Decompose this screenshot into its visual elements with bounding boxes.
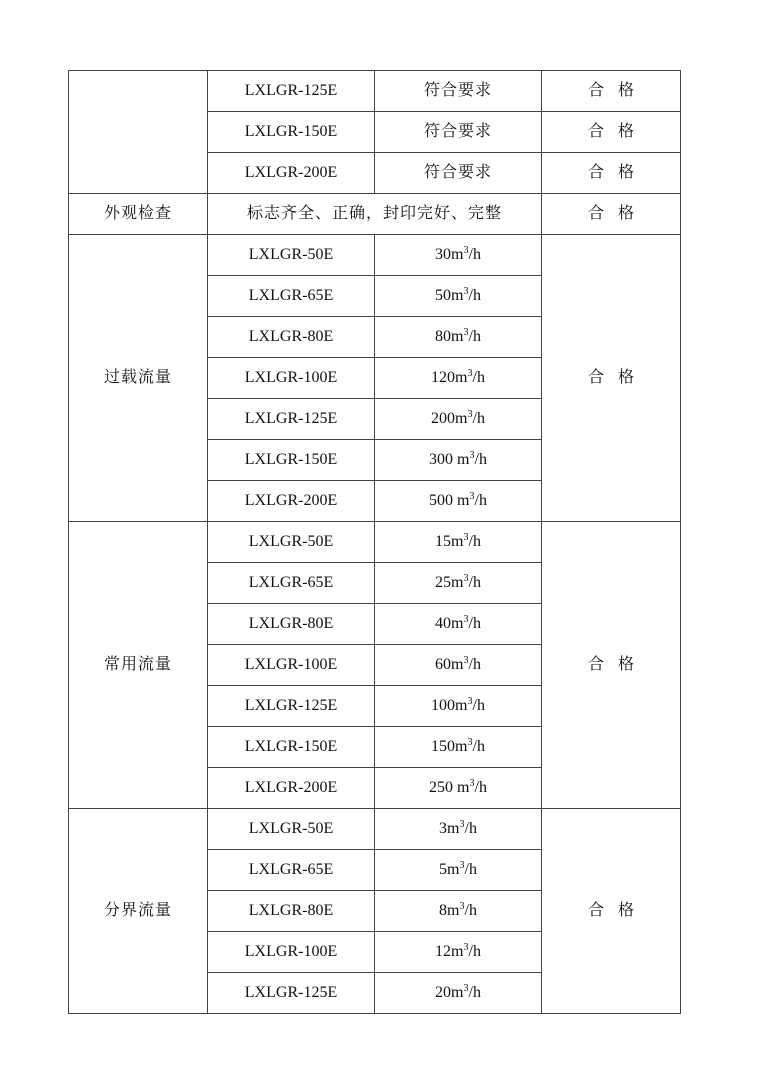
unit-suffix: /h [472,410,485,427]
unit-text: m [455,369,468,386]
group-label-cell: 外观检查 [69,194,208,235]
unit-exponent: 3 [463,327,469,338]
flow-number: 250 [429,779,458,796]
flow-value-cell [375,809,542,850]
flow-value-cell [375,768,542,809]
unit-suffix: /h [468,984,481,1001]
model-cell: LXLGR-80E [208,891,375,932]
unit-suffix: /h [474,779,487,796]
unit-text: m [457,492,470,509]
unit-suffix: /h [468,656,481,673]
flow-number: 8 [439,902,448,919]
model-cell: LXLGR-200E [208,481,375,522]
result-cell: 合格 [542,194,681,235]
flow-value-cell [375,645,542,686]
unit-suffix: /h [468,287,481,304]
group-label-cell: 过载流量 [69,235,208,522]
flow-number: 20 [435,984,452,1001]
unit-exponent: 3 [463,286,469,297]
flow-number: 5 [439,861,448,878]
unit-exponent: 3 [467,409,473,420]
unit-exponent: 3 [459,901,465,912]
unit-suffix: /h [468,615,481,632]
model-cell: LXLGR-200E [208,153,375,194]
group-label-cell [69,71,208,194]
unit-exponent: 3 [467,696,473,707]
model-cell: LXLGR-65E [208,563,375,604]
group-label-cell: 分界流量 [69,809,208,1014]
unit-exponent: 3 [463,573,469,584]
unit-exponent: 3 [467,737,473,748]
description-cell: 标志齐全、正确，封印完好、完整 [208,194,542,235]
model-cell: LXLGR-50E [208,522,375,563]
unit-exponent: 3 [463,245,469,256]
model-cell: LXLGR-50E [208,235,375,276]
result-cell: 合格 [542,809,681,1014]
flow-number: 100 [431,697,456,714]
unit-exponent: 3 [469,778,475,789]
flow-number: 80 [435,328,452,345]
model-cell: LXLGR-80E [208,317,375,358]
unit-text: m [455,697,468,714]
model-cell: LXLGR-50E [208,809,375,850]
flow-value-cell [375,850,542,891]
unit-text: m [451,656,464,673]
flow-number: 25 [435,574,452,591]
unit-suffix: /h [468,328,481,345]
model-cell: LXLGR-65E [208,276,375,317]
flow-number: 50 [435,287,452,304]
flow-number: 30 [435,246,452,263]
unit-text: m [455,410,468,427]
unit-suffix: /h [474,451,487,468]
model-cell: LXLGR-100E [208,645,375,686]
unit-suffix: /h [464,902,477,919]
table-row [69,71,681,112]
result-cell: 合格 [542,235,681,522]
model-cell: LXLGR-150E [208,112,375,153]
group-label-cell: 常用流量 [69,522,208,809]
unit-exponent: 3 [459,819,465,830]
inspection-table [68,70,681,1014]
unit-suffix: /h [472,738,485,755]
unit-text: m [447,902,460,919]
flow-value-cell [375,727,542,768]
flow-number: 40 [435,615,452,632]
unit-exponent: 3 [463,942,469,953]
unit-suffix: /h [464,861,477,878]
unit-exponent: 3 [459,860,465,871]
unit-exponent: 3 [463,614,469,625]
model-cell: LXLGR-80E [208,604,375,645]
flow-number: 15 [435,533,452,550]
value-cell: 符合要求 [375,112,542,153]
flow-number: 120 [431,369,456,386]
result-cell: 合格 [542,71,681,112]
model-cell: LXLGR-100E [208,358,375,399]
unit-exponent: 3 [469,491,475,502]
unit-text: m [447,820,460,837]
model-cell: LXLGR-125E [208,399,375,440]
unit-suffix: /h [468,574,481,591]
flow-value-cell [375,686,542,727]
unit-exponent: 3 [463,532,469,543]
unit-suffix: /h [472,369,485,386]
unit-exponent: 3 [467,368,473,379]
flow-number: 200 [431,410,456,427]
flow-number: 3 [439,820,448,837]
unit-text: m [451,533,464,550]
unit-text: m [451,615,464,632]
flow-value-cell [375,440,542,481]
unit-suffix: /h [468,533,481,550]
flow-number: 500 [429,492,458,509]
model-cell: LXLGR-125E [208,973,375,1014]
table-row [69,809,681,850]
unit-exponent: 3 [463,983,469,994]
unit-text: m [451,328,464,345]
flow-value-cell [375,973,542,1014]
flow-value-cell [375,604,542,645]
flow-value-cell [375,317,542,358]
unit-suffix: /h [468,943,481,960]
model-cell: LXLGR-65E [208,850,375,891]
value-cell: 符合要求 [375,153,542,194]
flow-value-cell [375,399,542,440]
model-cell: LXLGR-150E [208,440,375,481]
unit-text: m [457,451,470,468]
result-cell: 合格 [542,112,681,153]
value-cell: 符合要求 [375,71,542,112]
result-cell: 合格 [542,522,681,809]
unit-exponent: 3 [463,655,469,666]
unit-text: m [455,738,468,755]
model-cell: LXLGR-200E [208,768,375,809]
model-cell: LXLGR-125E [208,71,375,112]
unit-suffix: /h [464,820,477,837]
unit-exponent: 3 [469,450,475,461]
unit-suffix: /h [472,697,485,714]
unit-text: m [457,779,470,796]
unit-text: m [451,246,464,263]
model-cell: LXLGR-100E [208,932,375,973]
flow-value-cell [375,481,542,522]
model-cell: LXLGR-150E [208,727,375,768]
flow-value-cell [375,276,542,317]
flow-value-cell [375,932,542,973]
flow-value-cell [375,891,542,932]
table-row [69,235,681,276]
result-cell: 合格 [542,153,681,194]
unit-suffix: /h [474,492,487,509]
unit-text: m [451,943,464,960]
unit-suffix: /h [468,246,481,263]
flow-number: 12 [435,943,452,960]
flow-number: 300 [429,451,458,468]
flow-number: 150 [431,738,456,755]
unit-text: m [451,984,464,1001]
flow-value-cell [375,358,542,399]
model-cell: LXLGR-125E [208,686,375,727]
unit-text: m [451,574,464,591]
flow-number: 60 [435,656,452,673]
table-row [69,194,681,235]
table-row [69,522,681,563]
flow-value-cell [375,522,542,563]
flow-value-cell [375,563,542,604]
unit-text: m [451,287,464,304]
flow-value-cell [375,235,542,276]
unit-text: m [447,861,460,878]
